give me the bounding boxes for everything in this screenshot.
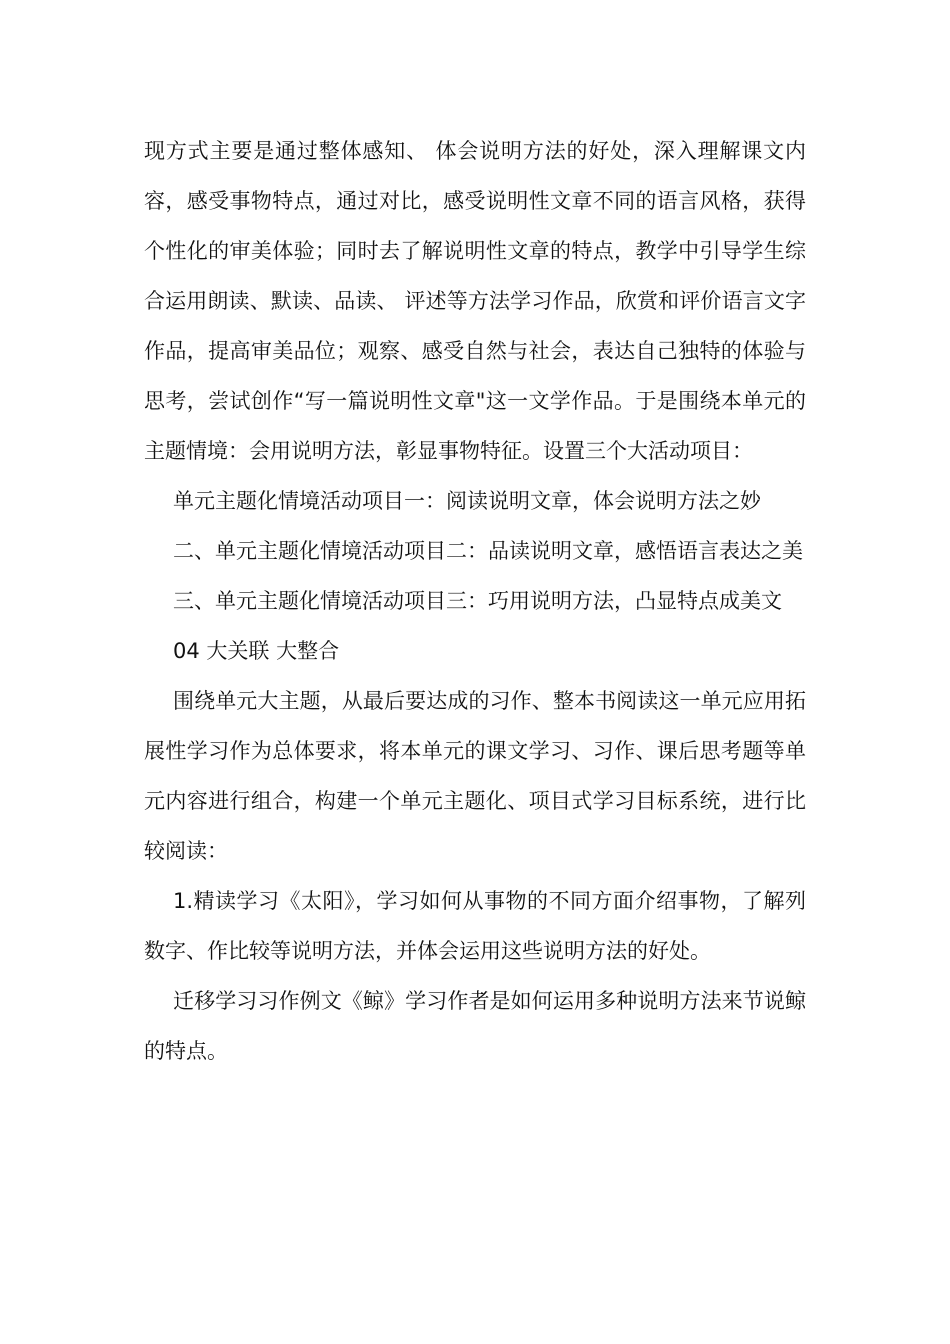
paragraph-integration: 围绕单元大主题，从最后要达成的习作、整本书阅读这一单元应用拓展性学习作为总体要求，将本单元的课文学习、习作、课后思考题等单元内容进行组合，构建一个单元主题化、项目式学习目标系统，进行比较阅读： bbox=[144, 689, 806, 863]
paragraph-intro: 现方式主要是通过整体感知、 体会说明方法的好处，深入理解课文内容，感受事物特点，通过对比，感受说明性文章不同的语言风格，获得个性化的审美体验；同时去了解说明性文章的特点，教学中引导学生综合运用朗读、默读、品读、 评述等方法学习作品，欣赏和评价语言文字作品，提高审美品位；观察、感受自然与社会，表达自己独特的体验与思考，尝试创作“写一篇说明性文章"这一文学作品。于是围绕本单元的主题情境：会用说明方法，彰显事物特征。设置三个大活动项目： bbox=[144, 139, 806, 463]
document-body bbox=[144, 126, 806, 1076]
paragraph-project-two: 二、单元主题化情境活动项目二：品读说明文章，感悟语言表达之美 bbox=[173, 539, 803, 563]
section-heading: 04 大关联 大整合 bbox=[173, 639, 340, 663]
paragraph-project-three: 三、单元主题化情境活动项目三：巧用说明方法，凸显特点成美文 bbox=[173, 589, 782, 613]
paragraph-project-one: 单元主题化情境活动项目一：阅读说明文章，体会说明方法之妙 bbox=[173, 489, 761, 513]
paragraph-whale: 迁移学习习作例文《鲸》学习作者是如何运用多种说明方法来节说鲸的特点。 bbox=[144, 989, 806, 1063]
paragraph-reading-sun: 1.精读学习《太阳》，学习如何从事物的不同方面介绍事物，了解列数字、作比较等说明方法，并体会运用这些说明方法的好处。 bbox=[144, 889, 806, 963]
